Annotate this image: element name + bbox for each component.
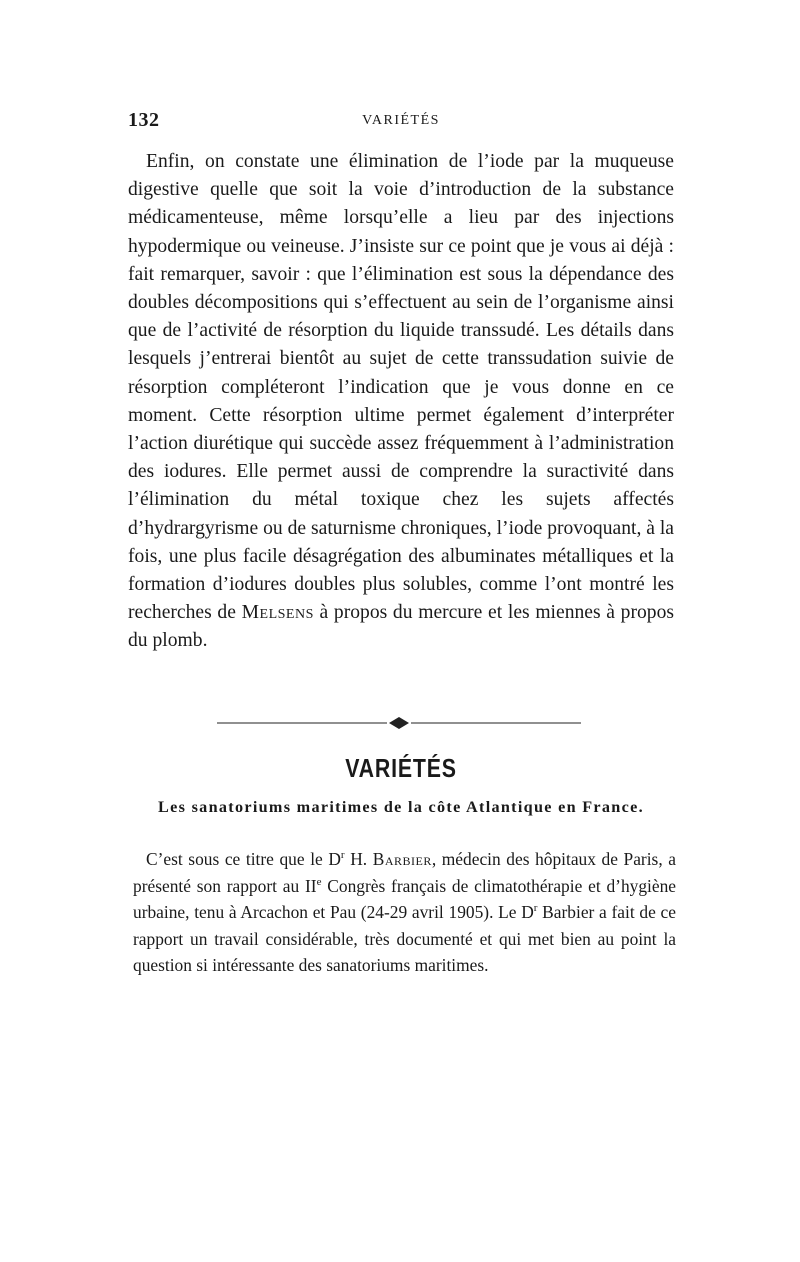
text-run: , médecin des hôpitaux de Paris, a présenté son rapport au II (133, 849, 676, 896)
superscript: e (316, 875, 322, 888)
text-run: Congrès français de climatothérapie et d’hygiène urbaine, tenu à Arcachon et Pau (24-29 avril 1905). Le D (133, 875, 677, 923)
section-divider-ornament (217, 712, 581, 734)
paragraph (128, 148, 674, 656)
text-run: H. (344, 849, 373, 869)
superscript: r (533, 902, 538, 915)
text-run: C’est sous ce titre que le D (146, 849, 341, 869)
paragraph (133, 846, 676, 979)
running-head (128, 109, 674, 135)
superscript: r (340, 849, 345, 862)
page-number: 132 (128, 109, 160, 131)
main-paragraph (128, 148, 674, 656)
author-name-barbier: Barbier (372, 849, 432, 869)
section-title: VARIÉTÉS (345, 753, 457, 783)
paragraph-text-end: à propos du mercure et les miennes à propos du plomb. (128, 602, 674, 652)
paragraph-text-start: Enfin, on constate une élimination de l’iode par la muqueuse digestive quelle que soit la voie d’introduction de la substance médicamenteuse, même lorsqu’elle a lieu par des injections hypodermique ou veineuse. J’insiste sur ce point que je vous ai déjà : fait remarquer, savoir : que l’élimination est sous la dépendance des doubles décompositions qui s’effectuent au sein de l’organisme ainsi que de l’activité de résorption du liquide transsudé. Les détails dans lesquels j’entrerai bientôt au sujet de cette transsudation suivie de résorption compléteront l’indication que je vous donne en ce moment. Cette résorption ultime permet également d’interpréter l’action diurétique qui succède assez fréquemment à l’administration des iodures. Elle permet aussi de comprendre la suractivité dans l’élimination du métal toxique chez les sujets affectés d’hydrargyrisme ou de saturnisme chroniques, l’iode provoquant, à la fois, une plus facile désagrégation des albuminates métalliques et la formation d’iodures doubles plus solubles, comme l’ont montré les recherches de (128, 151, 674, 624)
article-paragraph (133, 846, 676, 979)
running-title: VARIÉTÉS (362, 113, 440, 128)
article-title: Les sanatoriums maritimes de la côte Atlantique en France. (158, 798, 644, 816)
author-name-melsens: Melsens (241, 602, 314, 624)
text-run: Barbier a fait de ce rapport un travail considérable, très documenté et qui met bien au point la question si intéressante des sanatoriums maritimes. (133, 902, 676, 976)
